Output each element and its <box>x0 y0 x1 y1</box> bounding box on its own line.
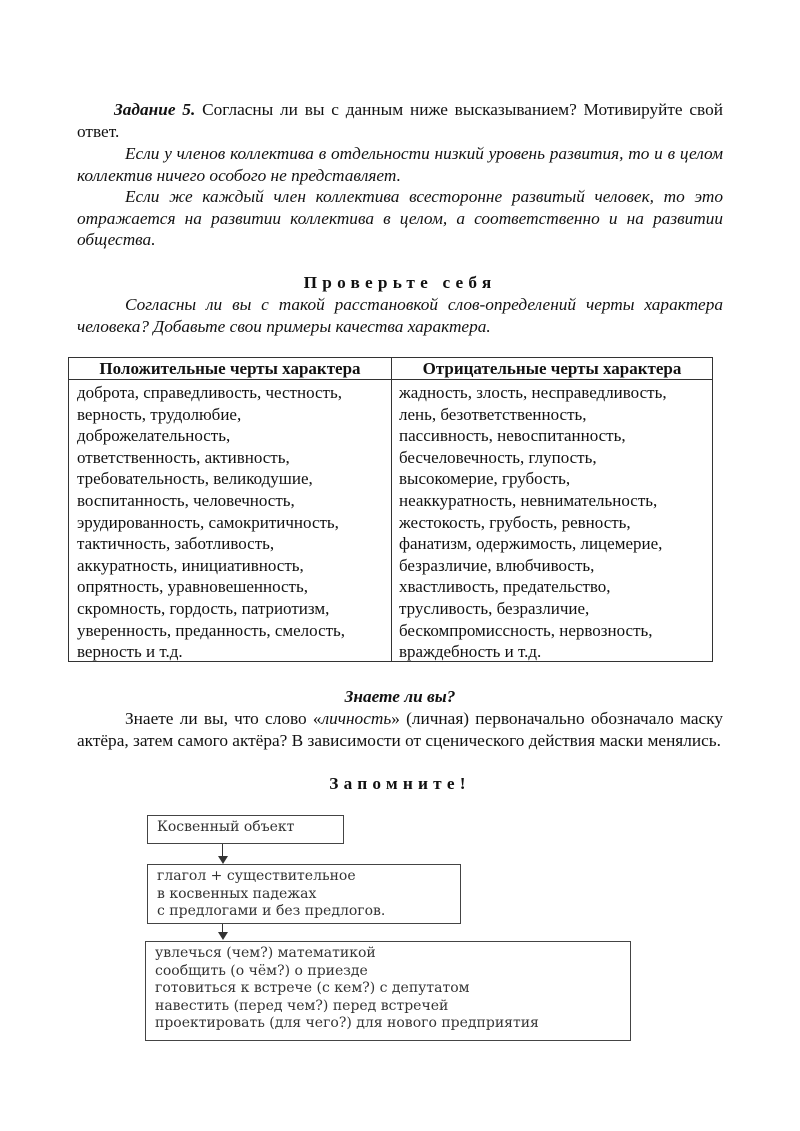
table-header-positive: Положительные черты характера <box>99 359 361 378</box>
negative-trait-line: трусливость, безразличие, <box>399 598 590 618</box>
task-label: Задание 5. <box>114 100 196 119</box>
positive-trait-line: тактичность, заботливость, <box>77 534 275 554</box>
traits-table <box>68 357 713 662</box>
negative-trait-line: фанатизм, одержимость, лицемерие, <box>399 534 663 554</box>
negative-trait-line: высокомерие, грубость, <box>399 469 571 489</box>
negative-trait-line: хвастливость, предательство, <box>399 577 611 597</box>
diagram-box-1-text: Косвенный объект <box>157 819 295 835</box>
negative-traits-list <box>399 382 667 663</box>
positive-trait-line: верность, трудолюбие, <box>77 404 242 424</box>
negative-trait-line: жадность, злость, несправедливость, <box>399 383 667 402</box>
positive-trait-line: верность и т.д. <box>77 642 183 662</box>
know-text-before: Знаете ли вы, что слово « <box>125 709 322 728</box>
diagram-arrowhead-2 <box>218 932 228 940</box>
check-heading: Проверьте себя <box>303 273 497 292</box>
diagram-example-line: проектировать (для чего?) для нового предприятия <box>155 1015 539 1032</box>
diagram-box-definition <box>147 864 461 924</box>
positive-trait-line: уверенность, преданность, смелость, <box>77 620 346 640</box>
table-header-divider <box>69 379 712 380</box>
negative-trait-line: неаккуратность, невнимательность, <box>399 490 658 510</box>
diagram-example-line: увлечься (чем?) математикой <box>155 945 376 961</box>
positive-trait-line: эрудированность, самокритичность, <box>77 512 339 532</box>
negative-trait-line: бескомпромиссность, нервозность, <box>399 620 653 640</box>
diagram-box-2-line: в косвенных падежах <box>157 885 317 902</box>
positive-traits-list <box>77 382 345 663</box>
positive-trait-line: доброжелательность, <box>77 426 231 446</box>
indirect-object-diagram <box>0 800 800 1060</box>
task-question-text: Согласны ли вы с данным ниже высказыванием? Мотивируйте свой ответ. <box>77 100 723 141</box>
table-header-negative: Отрицательные черты характера <box>422 359 682 378</box>
positive-trait-line: доброта, справедливость, честность, <box>77 383 342 402</box>
task-statement-1: Если у членов коллектива в отдельности низкий уровень развития, то и в целом коллектив ничего особого не представляет. <box>77 144 723 185</box>
diagram-box-2-line: глагол + существительное <box>157 868 356 884</box>
negative-trait-line: жестокость, грубость, ревность, <box>399 512 631 532</box>
positive-trait-line: ответственность, активность, <box>77 447 290 467</box>
positive-trait-line: аккуратность, инициативность, <box>77 555 304 575</box>
diagram-box-2-line: с предлогами и без предлогов. <box>157 903 386 920</box>
diagram-arrowhead-1 <box>218 856 228 864</box>
task-statement-2: Если же каждый член коллектива всесторонне развитый человек, то это отражается на развитии коллектива в целом, а соответственно и на развитии общества. <box>77 187 723 249</box>
know-heading: Знаете ли вы? <box>344 687 456 706</box>
diagram-box-indirect-object <box>147 815 344 844</box>
diagram-example-line: навестить (перед чем?) перед встречей <box>155 997 449 1014</box>
know-paragraph <box>77 708 723 751</box>
table-column-divider <box>391 358 392 661</box>
positive-trait-line: опрятность, уравновешенность, <box>77 577 308 597</box>
positive-trait-line: требовательность, великодушие, <box>77 469 313 489</box>
negative-trait-line: враждебность и т.д. <box>399 642 542 662</box>
know-keyword: личность <box>321 709 392 728</box>
negative-trait-line: безразличие, влюбчивость, <box>399 555 595 575</box>
diagram-example-line: сообщить (о чём?) о приезде <box>155 962 368 979</box>
remember-heading: Запомните! <box>329 774 471 793</box>
negative-trait-line: пассивность, невоспитанность, <box>399 426 626 446</box>
know-text-after: » (личная) первоначально обозначало маску актёра, затем самого актёра? В зависимости от сценического действия маски менялись. <box>77 709 723 750</box>
positive-trait-line: скромность, гордость, патриотизм, <box>77 598 330 618</box>
task-question <box>77 99 723 142</box>
diagram-example-line: готовиться к встрече (с кем?) с депутатом <box>155 980 470 997</box>
diagram-box-examples <box>145 941 631 1041</box>
negative-trait-line: лень, безответственность, <box>399 404 587 424</box>
negative-trait-line: бесчеловечность, глупость, <box>399 447 597 467</box>
positive-trait-line: воспитанность, человечность, <box>77 490 295 510</box>
check-intro: Согласны ли вы с такой расстановкой слов-определений черты характера человека? Добавьте свои примеры качества характера. <box>77 295 723 336</box>
